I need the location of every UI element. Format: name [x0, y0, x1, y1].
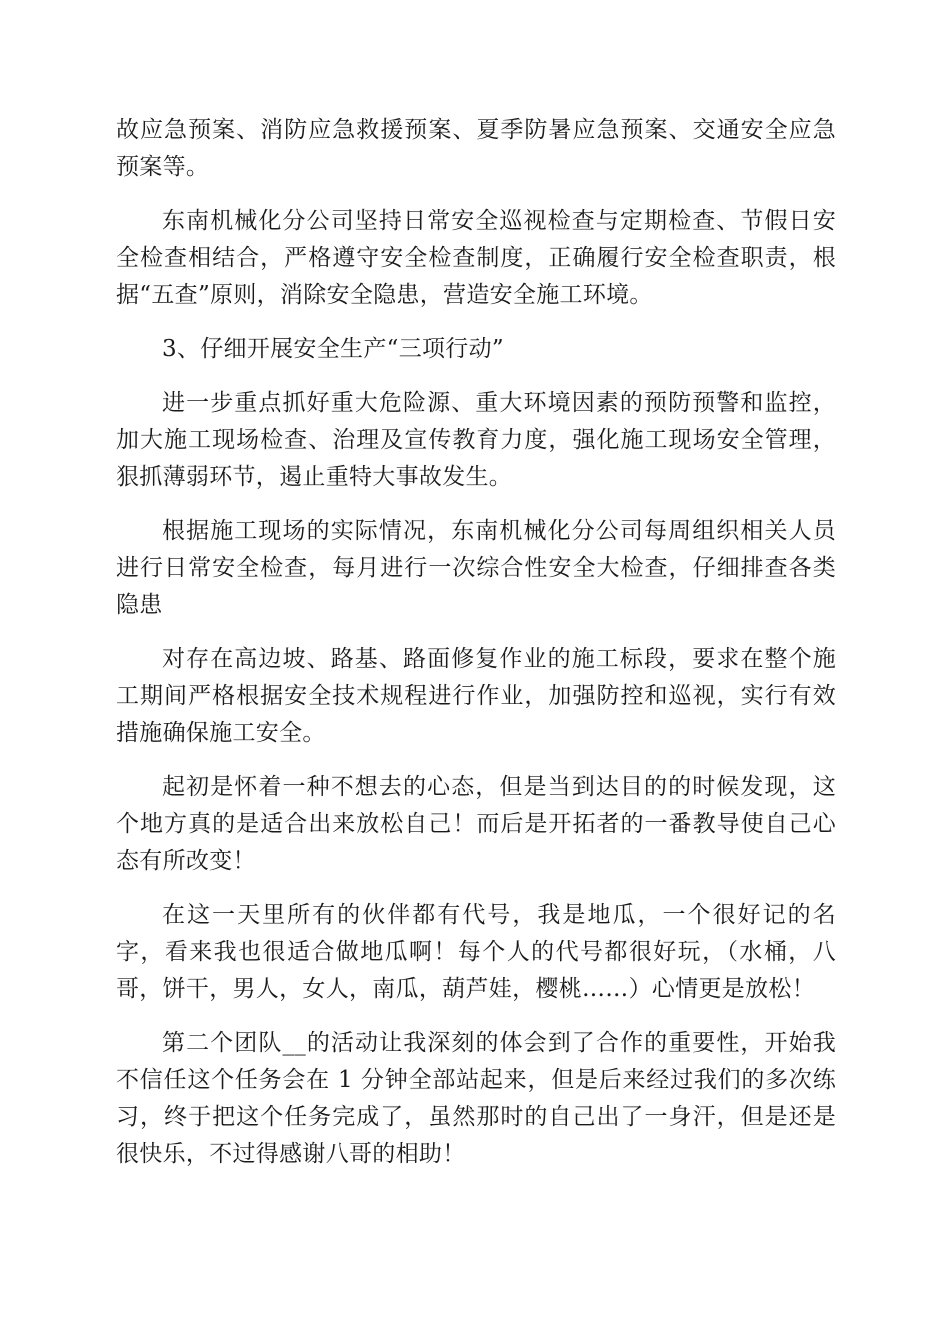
paragraph-code-names: 在这一天里所有的伙伴都有代号，我是地瓜，一个很好记的名字，看来我也很适合做地瓜啊！每个人的代号都很好玩，（水桶，八哥，饼干，男人，女人，南瓜，葫芦娃，樱桃……）心情更是放松！: [116, 902, 836, 1002]
paragraph-high-slope-sections: 对存在高边坡、路基、路面修复作业的施工标段，要求在整个施工期间严格根据安全技术规程进行作业，加强防控和巡视，实行有效措施确保施工安全。: [116, 646, 836, 746]
paragraph-emergency-plans: 故应急预案、消防应急救援预案、夏季防暑应急预案、交通安全应急预案等。: [116, 117, 836, 180]
document-page: [116, 112, 836, 1190]
section-heading-three-actions: 3、仔细开展安全生产“三项行动”: [162, 336, 504, 362]
paragraph-site-checks: 根据施工现场的实际情况，东南机械化分公司每周组织相关人员进行日常安全检查，每月进行一次综合性安全大检查，仔细排查各类隐患: [116, 518, 836, 618]
paragraph-hazard-control: 进一步重点抓好重大危险源、重大环境因素的预防预警和监控，加大施工现场检查、治理及宣传教育力度，强化施工现场安全管理，狠抓薄弱环节，遏止重特大事故发生。: [116, 390, 836, 490]
paragraph-safety-inspection: 东南机械化分公司坚持日常安全巡视检查与定期检查、节假日安全检查相结合，严格遵守安全检查制度，正确履行安全检查职责，根据“五查”原则，消除安全隐患，营造安全施工环境。: [116, 208, 836, 308]
paragraph-team-activity: 第二个团队__的活动让我深刻的体会到了合作的重要性，开始我不信任这个任务会在 1 分钟全部站起来，但是后来经过我们的多次练习，终于把这个任务完成了，虽然那时的自己出了一身汗，但是还是很快乐，不过得感谢八哥的相助！: [116, 1030, 836, 1167]
paragraph-initial-mindset: 起初是怀着一种不想去的心态，但是当到达目的的时候发现，这个地方真的是适合出来放松自己！而后是开拓者的一番教导使自己心态有所改变！: [116, 774, 836, 874]
